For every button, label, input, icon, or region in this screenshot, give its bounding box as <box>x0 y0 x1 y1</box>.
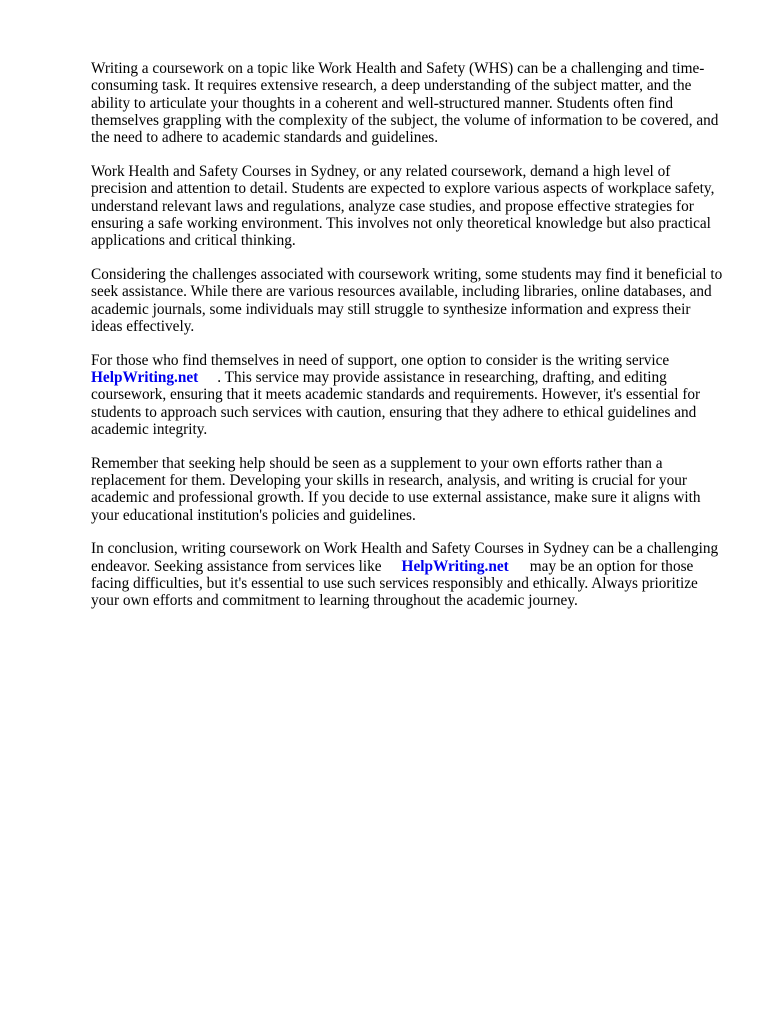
paragraph-conclusion-text-start: In conclusion, writing coursework on Work Health and Safety Courses in Sydney can be a challenging endeavor. Seeking assistance from services like <box>91 540 719 575</box>
paragraph-conclusion-text-end: may be an option for those facing difficulties, but it's essential to use such services responsibly and ethically. Always prioritize your own efforts and commitment to learning throughout the academic journey. <box>91 557 698 610</box>
paragraph-support <box>91 352 723 438</box>
paragraph-intro: Writing a coursework on a topic like Work Health and Safety (WHS) can be a challenging and time-consuming task. It requires extensive research, a deep understanding of the subject matter, and the ability to articulate your thoughts in a coherent and well-structured manner. Students often find themselves grappling with the complexity of the subject, the volume of information to be covered, and the need to adhere to academic standards and guidelines. <box>91 60 719 147</box>
helpwriting-link-conclusion[interactable]: HelpWriting.net <box>401 557 509 575</box>
paragraph-remember: Remember that seeking help should be seen as a supplement to your own efforts rather than a replacement for them. Developing your skills in research, analysis, and writing is crucial for your academic and professional growth. If you decide to use external assistance, make sure it aligns with your educational institution's policies and guidelines. <box>91 454 701 524</box>
paragraph-support-text-end: . This service may provide assistance in researching, drafting, and editing coursework, ensuring that it meets academic standards and requirements. However, it's essential for students to approach such services with caution, ensuring that they adhere to ethical guidelines and academic integrity. <box>91 368 701 438</box>
paragraph-conclusion <box>91 540 723 609</box>
paragraph-courses: Work Health and Safety Courses in Sydney, or any related coursework, demand a high level of precision and attention to detail. Students are expected to explore various aspects of workplace safety, understand relevant laws and regulations, analyze case studies, and propose effective strategies for ensuring a safe working environment. This involves not only theoretical knowledge but also practical applications and critical thinking. <box>91 162 715 250</box>
paragraph-support-text-start: For those who find themselves in need of support, one option to consider is the writing service <box>91 351 670 369</box>
document-body <box>91 60 723 626</box>
helpwriting-link[interactable]: HelpWriting.net <box>91 368 199 386</box>
paragraph-challenges: Considering the challenges associated with coursework writing, some students may find it beneficial to seek assistance. While there are various resources available, including libraries, online databases, and academic journals, some individuals may still struggle to synthesize information and express their ideas effectively. <box>91 265 723 335</box>
